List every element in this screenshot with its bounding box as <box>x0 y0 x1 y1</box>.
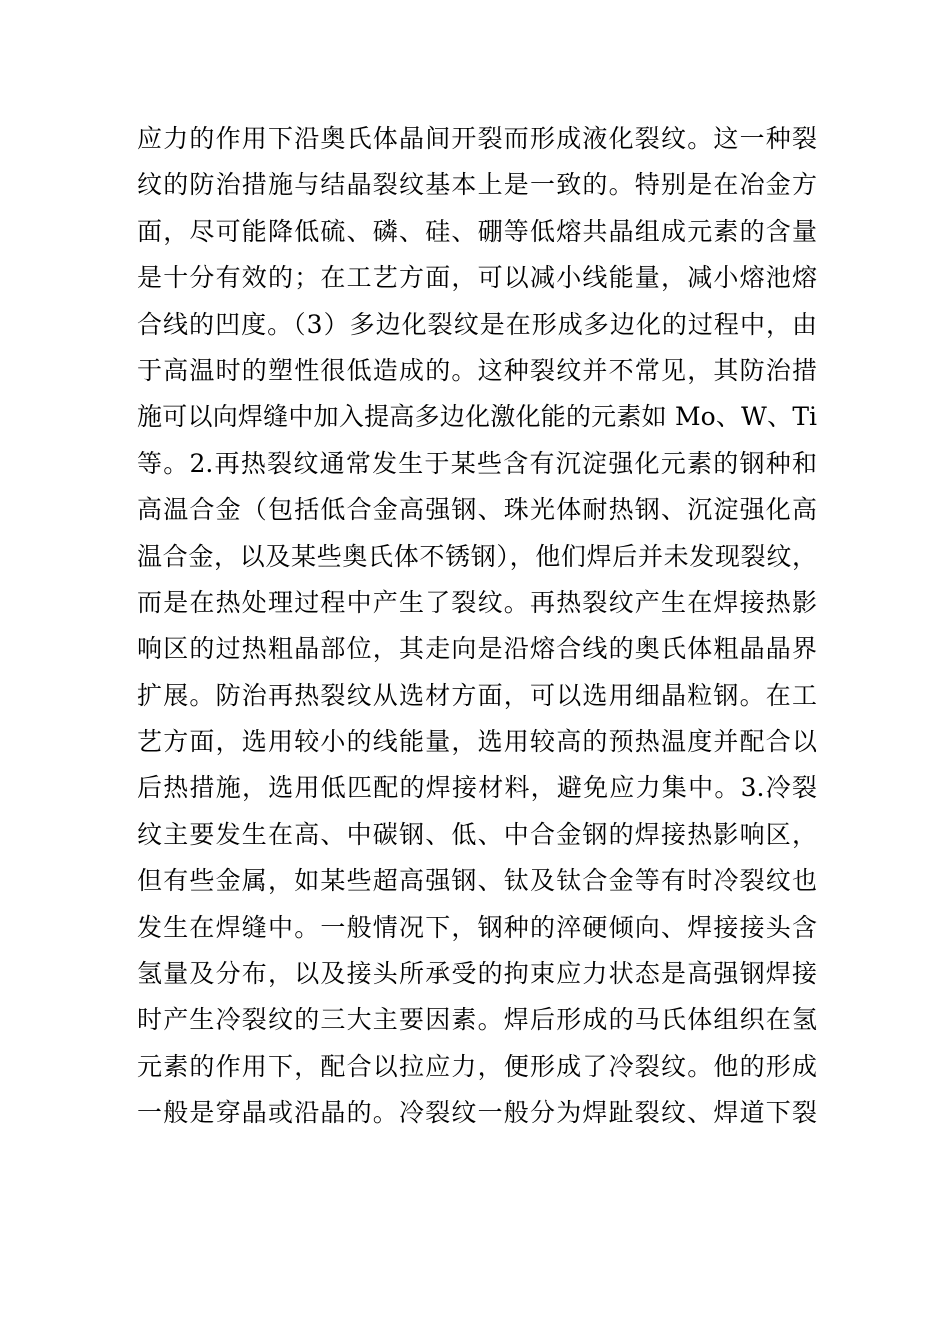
text-line: 响区的过热粗晶部位，其走向是沿熔合线的奥氏体粗晶晶界 <box>137 634 817 664</box>
text-line: 纹的防治措施与结晶裂纹基本上是一致的。特别是在冶金方 <box>137 170 817 200</box>
text-line: 施可以向焊缝中加入提高多边化激化能的元素如 Mo、W、Ti <box>137 402 817 432</box>
text-line: 艺方面，选用较小的线能量，选用较高的预热温度并配合以 <box>137 727 817 757</box>
text-line: 温合金，以及某些奥氏体不锈钢），他们焊后并未发现裂纹， <box>137 541 817 571</box>
body-text <box>137 116 817 1137</box>
text-line: 后热措施，选用低匹配的焊接材料，避免应力集中。3.冷裂 <box>137 773 817 803</box>
text-line: 应力的作用下沿奥氏体晶间开裂而形成液化裂纹。这一种裂 <box>137 124 817 153</box>
text-line: 而是在热处理过程中产生了裂纹。再热裂纹产生在焊接热影 <box>137 587 817 617</box>
text-line: 扩展。防治再热裂纹从选材方面，可以选用细晶粒钢。在工 <box>137 680 817 710</box>
text-line: 时产生冷裂纹的三大主要因素。焊后形成的马氏体组织在氢 <box>137 1005 817 1035</box>
text-line: 合线的凹度。（3）多边化裂纹是在形成多边化的过程中，由 <box>137 309 817 339</box>
text-line: 纹主要发生在高、中碳钢、低、中合金钢的焊接热影响区， <box>137 819 817 849</box>
text-line: 于高温时的塑性很低造成的。这种裂纹并不常见，其防治措 <box>137 355 817 385</box>
text-line: 发生在焊缝中。一般情况下，钢种的淬硬倾向、焊接接头含 <box>137 912 817 942</box>
text-line: 等。2.再热裂纹通常发生于某些含有沉淀强化元素的钢种和 <box>137 448 817 478</box>
text-line: 面，尽可能降低硫、磷、硅、硼等低熔共晶组成元素的含量 <box>137 216 817 246</box>
text-line: 元素的作用下，配合以拉应力，便形成了冷裂纹。他的形成 <box>137 1051 817 1081</box>
text-line: 但有些金属，如某些超高强钢、钛及钛合金等有时冷裂纹也 <box>137 866 817 896</box>
text-line: 是十分有效的；在工艺方面，可以减小线能量，减小熔池熔 <box>137 263 817 293</box>
text-line: 氢量及分布，以及接头所承受的拘束应力状态是高强钢焊接 <box>137 959 817 989</box>
text-line: 一般是穿晶或沿晶的。冷裂纹一般分为焊趾裂纹、焊道下裂 <box>137 1098 817 1128</box>
text-line: 高温合金（包括低合金高强钢、珠光体耐热钢、沉淀强化高 <box>137 495 817 525</box>
